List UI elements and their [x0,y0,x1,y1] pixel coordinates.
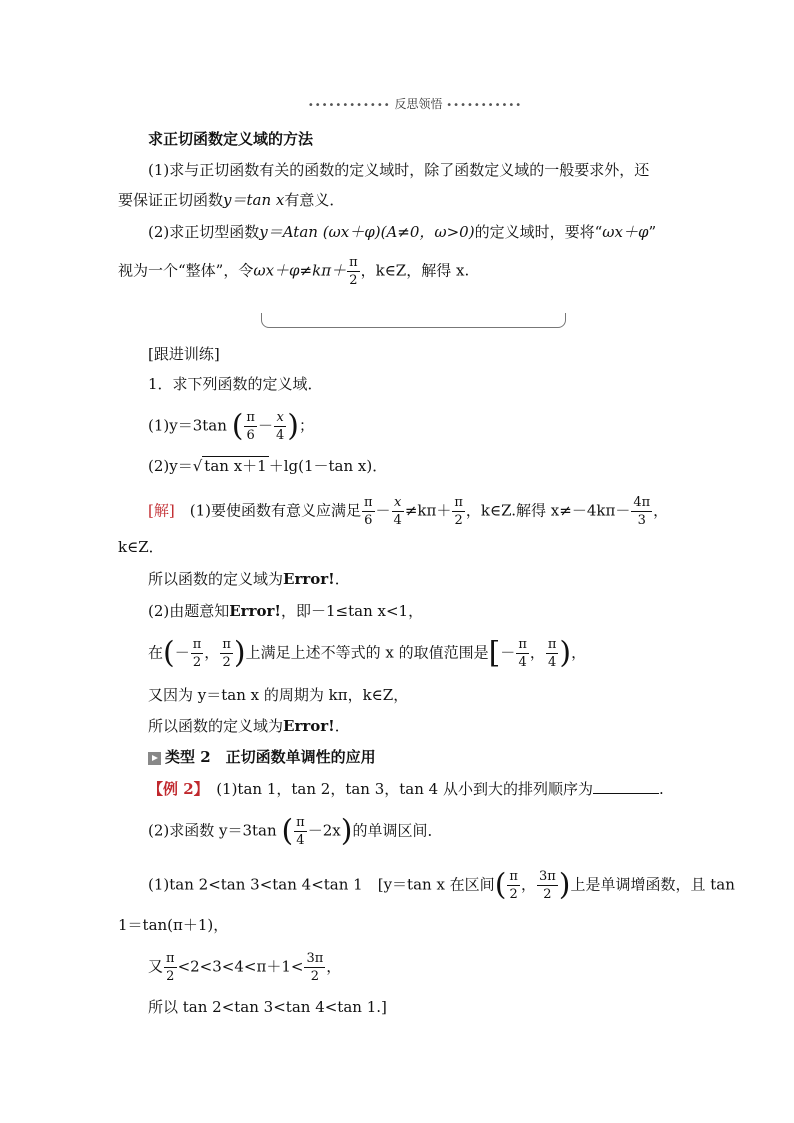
example2-answer-line1: (1)tan 2<tan 3<tan 4<tan 1 [y＝tan x 在区间( $\frac{\pi}{2}$ ， $\frac{3\pi}{2}$ )上是单调增函数，且 tan [148,867,735,903]
reflect-heading: 求正切函数定义域的方法 [148,130,314,148]
answer-blank [593,779,659,794]
play-icon [148,752,161,765]
solution-line2: (2)由题意知Error!，即－1≤tan x<1， [148,602,424,620]
solution-tag: [解] [148,501,175,520]
solution-domain-2: 所以函数的定义域为Error!． [148,717,350,735]
example2-answer-line2: 1＝tan(π＋1)， [118,916,229,934]
solution-line4: 又因为 y＝tan x 的周期为 kπ，k∈Z， [148,686,409,704]
example2-q1: 【例 2】 (1)tan 1，tan 2，tan 3，tan 4 从小到大的排列顺序为 . [148,780,664,798]
solution-domain-1: 所以函数的定义域为Error!． [148,570,350,588]
example2-answer-line4: 所以 tan 2<tan 3<tan 4<tan 1.] [148,998,387,1016]
solution-line1b: k∈Z． [118,538,164,556]
example2-tag: 【例 2】 [148,780,202,798]
reflect-p2-line2: 视为一个“整体”，令ωx＋φ≠kπ＋ $\frac{\pi}{2}$ ，k∈Z，解得 x. [118,255,470,288]
example2-answer-line3: 又 $\frac{\pi}{2}$ <2<3<4<π＋1< $\frac{3\pi}{2}$ ， [148,951,342,984]
training-q1-1: (1)y＝3tan ( $\frac{\pi}{6}$ － $\frac{x}{4}$ )； [148,408,314,444]
solution-line1: [解] (1)要使函数有意义应满足 $\frac{\pi}{6}$ － $\frac{x}{4}$ ≠kπ＋ $\frac{\pi}{2}$ ，k∈Z.解得 x≠－4kπ－ $\frac{4\pi}{3}$ ， [148,495,669,528]
reflect-title-text: 反思领悟 [394,97,443,111]
training-tag: [跟进训练] [148,345,220,363]
reflect-p1-line1: (1)求与正切函数有关的函数的定义域时，除了函数定义域的一般要求外，还 [148,161,650,179]
type2-heading: 类型 2 正切函数单调性的应用 [148,746,376,768]
reflect-box-title: •••••••••••• 反思领悟 ••••••••••• [307,97,523,111]
reflect-p1-line2: 要保证正切函数y＝tan x有意义． [118,191,345,209]
reflect-p2-line1: (2)求正切型函数y＝Atan (ωx＋φ)(A≠0，ω>0)的定义域时，要将“ωx＋φ” [148,223,657,241]
example2-q2: (2)求函数 y＝3tan ( $\frac{\pi}{4}$ －2x)的单调区间． [148,813,443,849]
training-q1-2: (2)y＝√ tan x＋1 ＋lg(1－tan x)． [148,457,388,475]
training-q1: 1．求下列函数的定义域． [148,375,323,393]
solution-line3: 在(－ $\frac{\pi}{2}$ ， $\frac{\pi}{2}$ )上满足上述不等式的 x 的取值范围是[－ $\frac{\pi}{4}$ ， $\frac{\pi}{4}$ )， [148,635,587,671]
